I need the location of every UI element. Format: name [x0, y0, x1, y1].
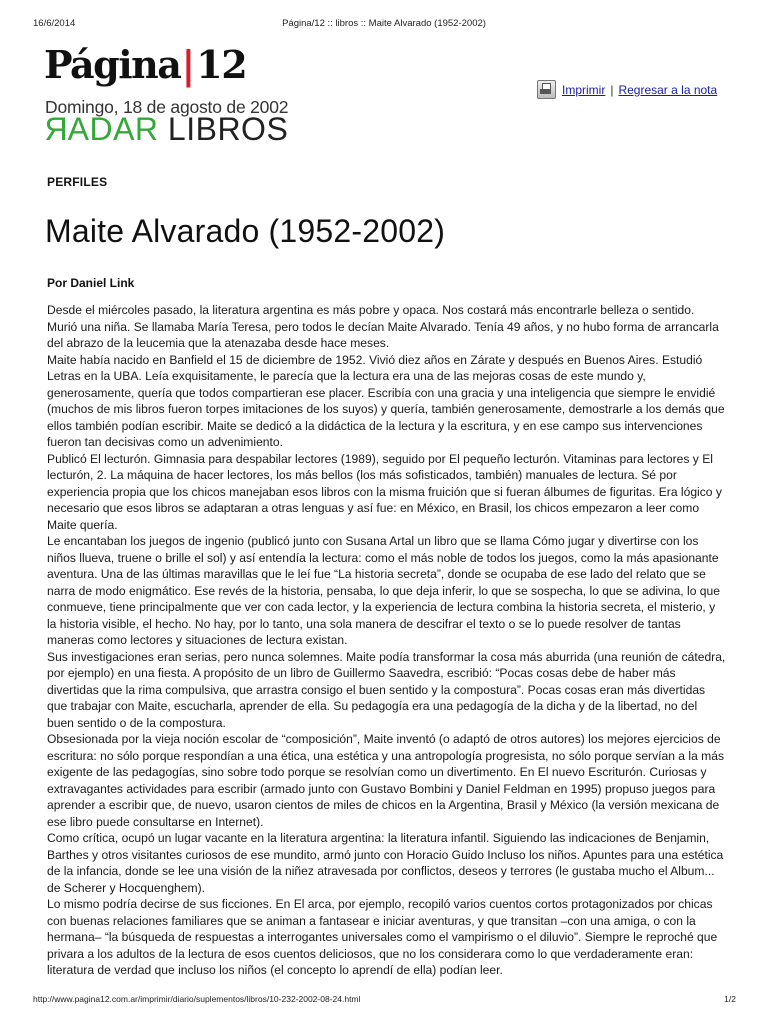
- libros-text: LIBROS: [158, 111, 289, 147]
- issue-date: Domingo, 18 de agosto de 2002: [45, 97, 289, 117]
- article-paragraph: Maite había nacido en Banfield el 15 de diciembre de 1952. Vivió diez años en Zárate y después en Buenos Aires. Estudió Letras en la UBA. Leía exquisitamente, le parecía que la lectura era una de las mejoras cosas de este mundo y, generosamente, quería que todos compartieran ese placer. Escribía con una gracia y una inteligencia que siempre le envidié (muchos de mis libros fueron torpes imitaciones de los suyos) y quería, también generosamente, demostrarle a los demás que ellos también podían escribir. Maite se dedicó a la didáctica de la lectura y la escritura, y en ese campo sus intervenciones fueron tan decisivas como un advenimiento.: [47, 352, 725, 449]
- article-paragraph: Obsesionada por la vieja noción escolar de “composición”, Maite inventó (o adaptó de otros autores) los mejores ejercicios de escritura: no sólo porque respondían a una ética, una estética y una antropología progresista, no sólo porque servían a la más exigente de las pedagogías, sino sobre todo porque se resolvían como un divertimento. En El nuevo Escriturón. Curiosas y extravagantes actividades para escribir (armado junto con Gustavo Bombini y Daniel Feldman en 1995) propuso juegos para aprender a escribir que, de nuevo, usaron cientos de miles de chicos en la Argentina, Brasil y México (la versión mexicana de ese libro puede consultarse en Internet).: [47, 732, 725, 829]
- radar-libros-logo: [44, 113, 288, 145]
- radar-r-letter: R: [44, 111, 68, 147]
- article-paragraph: Le encantaban los juegos de ingenio (publicó junto con Susana Artal un libro que se llama Cómo jugar y divertirse con los niños llueva, truene o brille el sol) y así entendía la lectura: como el más noble de todos los juegos, como la más apasionante aventura. Una de las últimas maravillas que le leí fue “La historia secreta”, donde se ocupaba de ese lado del relato que se narra de modo enigmático. Ese revés de la historia, pensaba, lo que deja inferir, lo que se sospecha, lo que se adivina, lo que conmueve, tiene principalmente que ver con cada lector, y la experiencia de lectura combina la historia secreta, el misterio, y la historia visible, el hecho. No hay, por lo tanto, una sola manera de descifrar el texto o se lo puede resolver de tantas maneras como lectores y situaciones de lectura existan.: [47, 534, 720, 647]
- radar-text: ADAR: [67, 111, 159, 147]
- article-title: Maite Alvarado (1952-2002): [45, 213, 446, 249]
- action-separator: |: [610, 82, 614, 97]
- article-paragraph: Como crítica, ocupó un lugar vacante en la literatura argentina: la literatura infantil. Siguiendo las indicaciones de Benjamin, Barthes y otros visitantes curiosos de ese mundito, armó junto con Horacio Guido Incluso los niños. Apuntes para una estética de la infancia, donde se lee una visión de la niñez atravesada por conflictos, deseos y terrores (le gustaba mucho el Album... de Scherer y Hocquenghem).: [47, 831, 724, 895]
- print-link[interactable]: Imprimir: [562, 82, 606, 97]
- logo-bar: |: [181, 42, 196, 87]
- print-url: http://www.pagina12.com.ar/imprimir/diario/suplementos/libros/10-232-2002-08-24.html: [33, 994, 361, 1004]
- article-paragraph: Desde el miércoles pasado, la literatura argentina es más pobre y opaca. Nos costará más encontrarle belleza o sentido. Murió una niña. Se llamaba María Teresa, pero todos le decían Maite Alvarado. Tenía 49 años, y no hubo forma de arrancarla del abrazo de la leucemia que la atenazaba desde hace meses.: [47, 303, 719, 350]
- article-actions: [537, 80, 717, 99]
- page-number: 1/2: [724, 994, 736, 1004]
- article-paragraph: Sus investigaciones eran serias, pero nunca solemnes. Maite podía transformar la cosa más aburrida (una reunión de cátedra, por ejemplo) en una fiesta. A propósito de un libro de Guillermo Saavedra, escribió: “Pocas cosas debe de haber más divertidas que la rima compulsiva, que arrastra consigo el buen sentido y la compostura”. Pocas cosas eran más divertidas que trabajar con Maite, escucharla, aprender de ella. Su pedagogía era una pedagogía de la dicha y de la libertad, no del buen sentido o de la compostura.: [47, 649, 726, 730]
- printer-icon[interactable]: [537, 80, 556, 99]
- article-body: [47, 302, 727, 979]
- print-date: 16/6/2014: [33, 18, 76, 29]
- article-byline: Por Daniel Link: [47, 276, 135, 290]
- logo-text-left: Página: [44, 42, 181, 87]
- article-paragraph: Publicó El lecturón. Gimnasia para despabilar lectores (1989), seguido por El pequeño lecturón. Vitaminas para lectores y El lecturón, 2. La máquina de hacer lectores, los más bellos (los más sofisticados, también) manuales de lectura. Sé por experiencia propia que los chicos manejaban esos libros con la misma fruición que si fueran álbumes de figuritas. Era lógico y necesario que esos libros se adaptaran a otras lenguas y así fue: en México, en Brasil, los chicos empezaron a leer como Maite quería.: [47, 451, 722, 532]
- print-page-title: Página/12 :: libros :: Maite Alvarado (1952-2002): [282, 18, 486, 29]
- article-paragraph: Lo mismo podría decirse de sus ficciones. En El arca, por ejemplo, recopiló varios cuentos cortos protagonizados por chicas con buenas relaciones familiares que se animan a fantasear e iniciar aventuras, y que transitan –con una amiga, o con la hermana– “la búsqueda de respuestas a interrogantes universales como el vampirismo o el diluvio”. Siempre le reproché que privara a los adultos de la lectura de esos cuentos deliciosos, que no los considerara como lo que verdaderamente eran: literatura de verdad que incluso los niños (el concepto lo aprendí de ella) podían leer.: [47, 897, 718, 977]
- section-kicker: PERFILES: [47, 175, 108, 189]
- back-to-article-link[interactable]: Regresar a la nota: [618, 82, 718, 97]
- logo-text-right: 12: [196, 42, 247, 87]
- pagina12-logo: [44, 42, 247, 87]
